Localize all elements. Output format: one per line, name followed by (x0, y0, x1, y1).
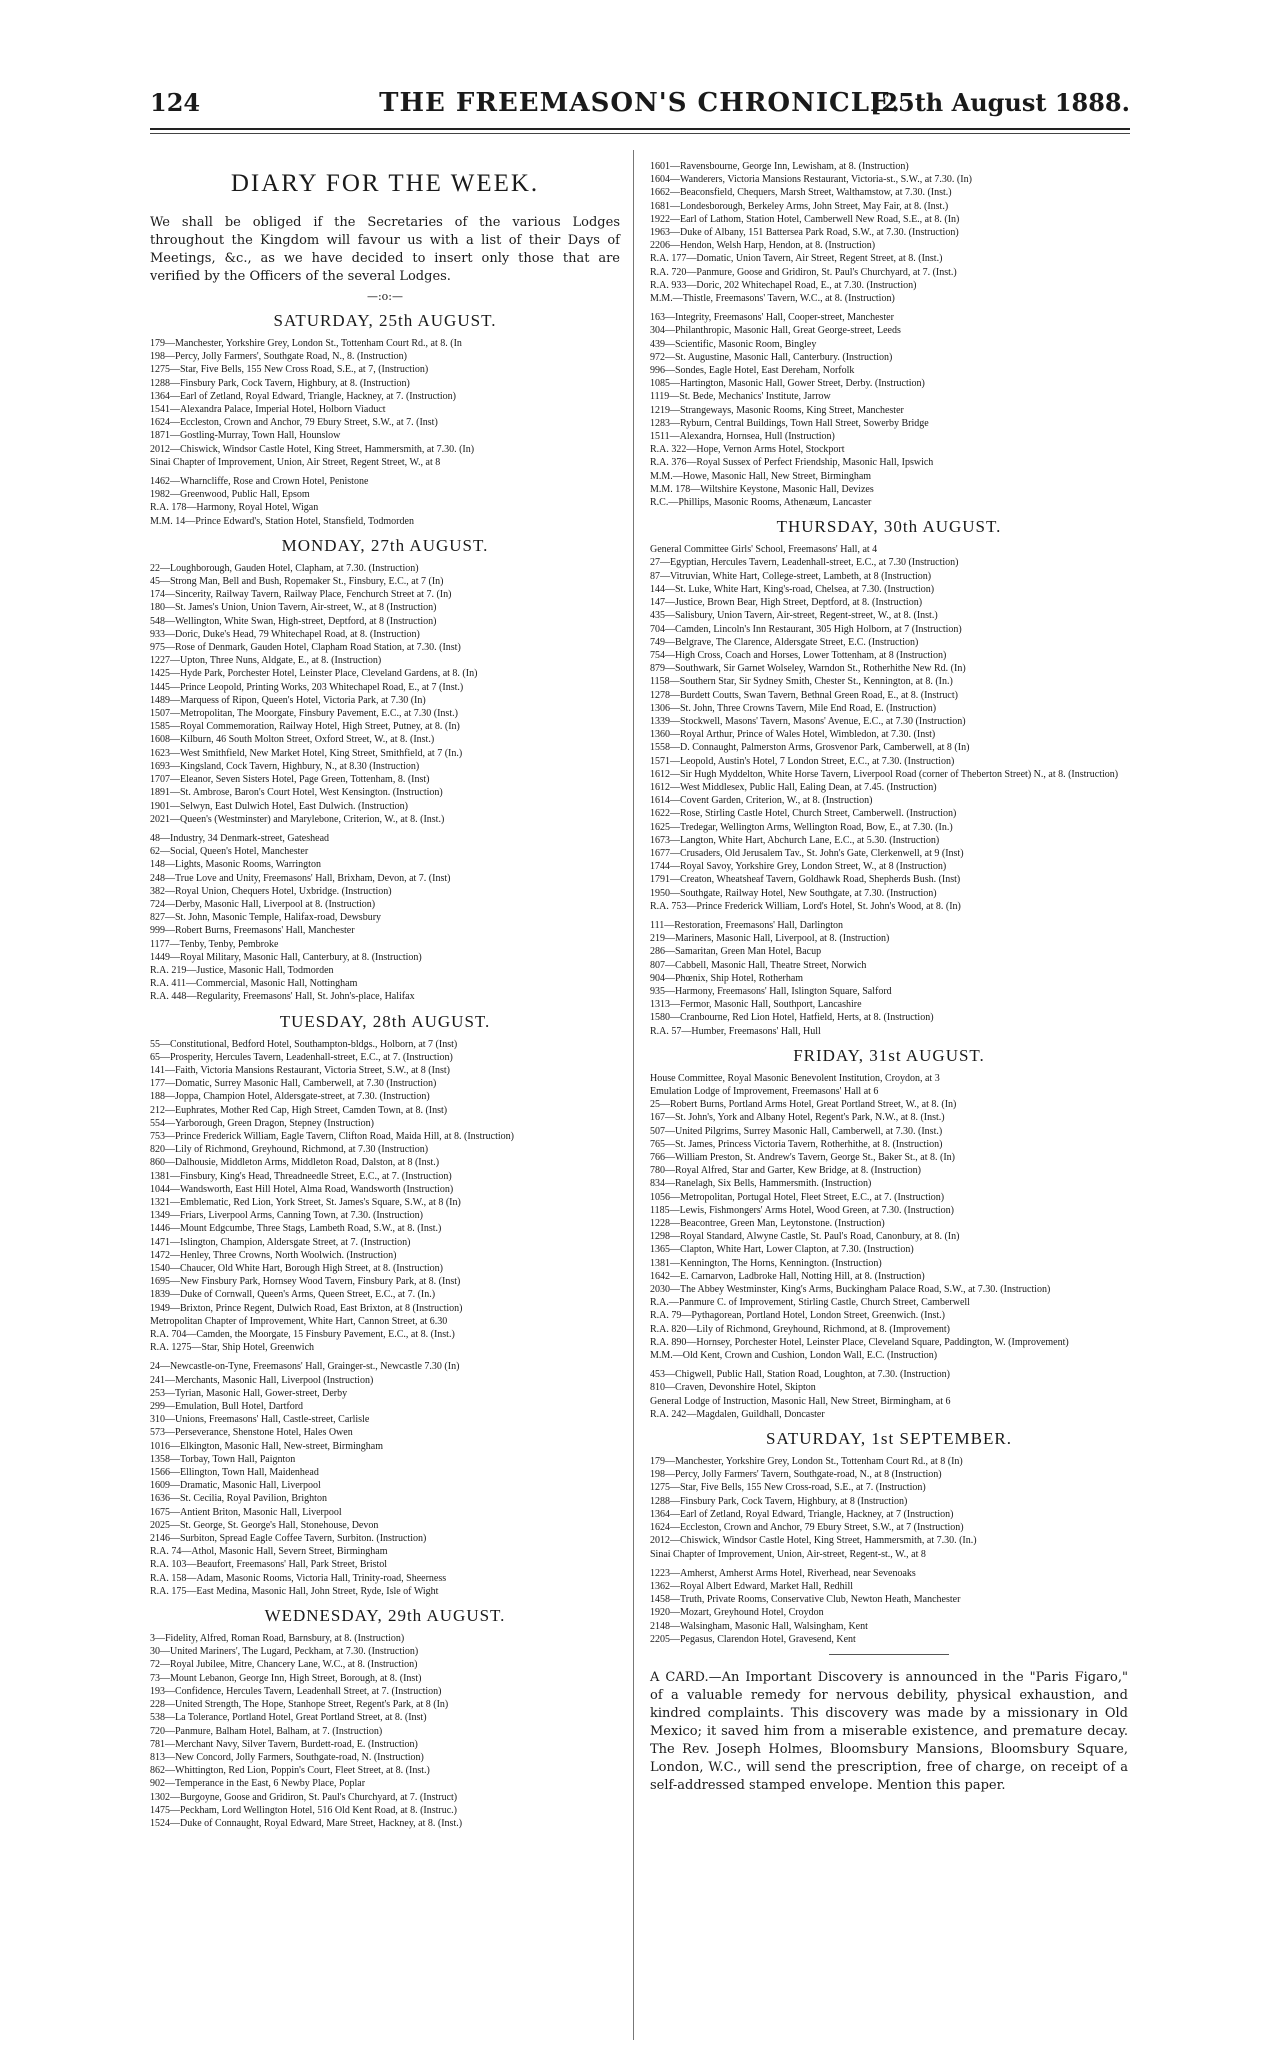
lodge-entry: Sinai Chapter of Improvement, Union, Air-street, Regent-st., W., at 8 (650, 1548, 926, 1560)
issue-date: [25th August 1888. (869, 88, 1130, 117)
lodge-entry: 1511—Alexandra, Hornsea, Hull (Instruction) (650, 431, 835, 443)
lodge-entry: R.C.—Phillips, Masonic Rooms, Athenæum, Lancaster (650, 497, 872, 509)
lodge-entry: 177—Domatic, Surrey Masonic Hall, Camberwell, at 7.30 (Instruction) (150, 1078, 437, 1090)
lodge-entry: 834—Ranelagh, Six Bells, Hammersmith. (Instruction) (650, 1178, 872, 1190)
lodge-entry: 1622—Rose, Stirling Castle Hotel, Church Street, Camberwell. (Instruction) (650, 808, 957, 820)
lodge-entry: 720—Panmure, Balham Hotel, Balham, at 7. (Instruction) (150, 1725, 383, 1737)
lodge-entry: R.A. 178—Harmony, Royal Hotel, Wigan (150, 502, 319, 514)
lodge-entry: 1471—Islington, Champion, Aldersgate Street, at 7. (Instruction) (150, 1236, 411, 1248)
lodge-entry: 781—Merchant Navy, Silver Tavern, Burdett-road, E. (Instruction) (150, 1738, 418, 1750)
lodge-entry: 1609—Dramatic, Masonic Hall, Liverpool (150, 1480, 321, 1492)
lodge-entry: 538—La Tolerance, Portland Hotel, Great Portland Street, at 8. (Inst) (150, 1712, 427, 1724)
lodge-entry: 1288—Finsbury Park, Cock Tavern, Highbury, at 8. (Instruction) (150, 377, 410, 389)
day-heading: FRIDAY, 31st AUGUST. (793, 1045, 985, 1065)
lodge-entry: 1177—Tenby, Tenby, Pembroke (150, 938, 279, 950)
lodge-entry: 765—St. James, Princess Victoria Tavern, Rotherhithe, at 8. (Instruction) (650, 1138, 943, 1150)
lodge-entry: R.A. 411—Commercial, Masonic Hall, Nottingham (150, 978, 358, 990)
lodge-entry: 1891—St. Ambrose, Baron's Court Hotel, West Kensington. (Instruction) (150, 787, 443, 799)
lodge-entry: 2012—Chiswick, Windsor Castle Hotel, King Street, Hammersmith, at 7.30. (In) (150, 443, 475, 455)
lodge-entry: 1901—Selwyn, East Dulwich Hotel, East Dulwich. (Instruction) (150, 800, 409, 812)
header-rule (150, 133, 1130, 134)
lodge-entry: 2012—Chiswick, Windsor Castle Hotel, King Street, Hammersmith, at 7.30. (In.) (650, 1535, 977, 1547)
lodge-entry: 253—Tyrian, Masonic Hall, Gower-street, Derby (150, 1387, 348, 1399)
lodge-entry: 1623—West Smithfield, New Market Hotel, King Street, Smithfield, at 7 (In.) (150, 747, 463, 759)
lodge-entry: 996—Sondes, Eagle Hotel, East Dereham, Norfolk (650, 365, 855, 377)
lodge-entry: 1364—Earl of Zetland, Royal Edward, Triangle, Hackney, at 7. (Instruction) (150, 390, 456, 402)
lodge-entry: 1056—Metropolitan, Portugal Hotel, Fleet Street, E.C., at 7. (Instruction) (650, 1191, 945, 1203)
lodge-entry: 1275—Star, Five Bells, 155 New Cross Road, S.E., at 7, (Instruction) (150, 364, 429, 376)
lodge-entry: R.A. 448—Regularity, Freemasons' Hall, St. John's-place, Halifax (150, 991, 415, 1003)
wednesday-continued-entries (650, 160, 1128, 509)
lodge-entry: 904—Phœnix, Ship Hotel, Rotherham (650, 972, 804, 984)
lodge-entry: 167—St. John's, York and Albany Hotel, Regent's Park, N.W., at 8. (Inst.) (650, 1112, 945, 1124)
lodge-entry: 1673—Langton, White Hart, Abchurch Lane, E.C., at 5.30. (Instruction) (650, 834, 940, 846)
advertisement-card: A CARD.—An Important Discovery is announced in the "Paris Figaro," of a valuable remedy for nervous debility, physical exhaustion, and kindred complaints. This discovery was made by a missionary in Old Mexico; it saved him from a miserable existence, and premature decay. The Rev. Joseph Holmes, Bloomsbury Mansions, Bloomsbury Square, London, W.C., will send the prescription, free of charge, on receipt of a self-addressed stamped envelope. Mention this paper. (650, 1669, 1128, 1793)
lodge-entry: 299—Emulation, Bull Hotel, Dartford (150, 1401, 304, 1413)
lodge-entry: 1362—Royal Albert Edward, Market Hall, Redhill (650, 1580, 854, 1592)
lodge-entry: M.M. 178—Wiltshire Keystone, Masonic Hall, Devizes (650, 483, 874, 495)
lodge-entry: 72—Royal Jubilee, Mitre, Chancery Lane, W.C., at 8. (Instruction) (150, 1659, 418, 1671)
lodge-entry: R.A. 933—Doric, 202 Whitechapel Road, E., at 7.30. (Instruction) (650, 279, 917, 291)
column-divider (633, 150, 634, 2040)
lodge-entry: 1489—Marquess of Ripon, Queen's Hotel, Victoria Park, at 7.30 (In) (150, 694, 426, 706)
lodge-entry: M.M.—Howe, Masonic Hall, New Street, Birmingham (650, 470, 872, 482)
lodge-entry: General Lodge of Instruction, Masonic Hall, New Street, Birmingham, at 6 (650, 1395, 951, 1407)
lodge-entry: 879—Southwark, Sir Garnet Wolseley, Warndon St., Rotherhithe New Rd. (In) (650, 663, 966, 675)
lodge-entry: M.M.—Thistle, Freemasons' Tavern, W.C., at 8. (Instruction) (650, 293, 895, 305)
lodge-entry: 754—High Cross, Coach and Horses, Lower Tottenham, at 8 (Instruction) (650, 649, 947, 661)
lodge-entry: 193—Confidence, Hercules Tavern, Leadenhall Street, at 7. (Instruction) (150, 1685, 442, 1697)
lodge-entry: 228—United Strength, The Hope, Stanhope Street, Regent's Park, at 8 (In) (150, 1699, 449, 1711)
right-column (650, 160, 1128, 1808)
lodge-entry: 1472—Henley, Three Crowns, North Woolwich. (Instruction) (150, 1249, 397, 1261)
diary-title: DIARY FOR THE WEEK. (230, 170, 540, 197)
lodge-entry: 439—Scientific, Masonic Room, Bingley (650, 338, 817, 350)
section-rule (829, 1654, 949, 1655)
lodge-entry: 1158—Southern Star, Sir Sydney Smith, Chester St., Kennington, at 8. (In.) (650, 676, 953, 688)
lodge-entry: 1306—St. John, Three Crowns Tavern, Mile End Road, E. (Instruction) (650, 702, 937, 714)
right-day-sections (650, 517, 1128, 1646)
lodge-entry: 2025—St. George, St. George's Hall, Stonehouse, Devon (150, 1519, 379, 1531)
lodge-entry: 87—Vitruvian, White Hart, College-street, Lambeth, at 8 (Instruction) (650, 570, 932, 582)
lodge-entry: R.A. 103—Beaufort, Freemasons' Hall, Park Street, Bristol (150, 1559, 388, 1571)
lodge-entry: 1339—Stockwell, Masons' Tavern, Masons' Avenue, E.C., at 7.30 (Instruction) (650, 715, 966, 727)
lodge-entry: 1313—Fermor, Masonic Hall, Southport, Lancashire (650, 999, 862, 1011)
lodge-entry: 65—Prosperity, Hercules Tavern, Leadenhall-street, E.C., at 7. (Instruction) (150, 1051, 453, 1063)
lodge-entry: 1446—Mount Edgcumbe, Three Stags, Lambeth Road, S.W., at 8. (Inst.) (150, 1223, 442, 1235)
lodge-entry: 1681—Londesborough, Berkeley Arms, John Street, May Fair, at 8. (Inst.) (650, 200, 949, 212)
lodge-entry: 1227—Upton, Three Nuns, Aldgate, E., at 8. (Instruction) (150, 655, 382, 667)
day-entries (650, 1072, 1128, 1421)
page-number: 124 (150, 88, 201, 117)
lodge-entry: 1585—Royal Commemoration, Railway Hotel, High Street, Putney, at 8. (In) (150, 721, 460, 733)
lodge-entry: R.A. 158—Adam, Masonic Rooms, Victoria Hall, Trinity-road, Sheerness (150, 1572, 447, 1584)
lodge-entry: 55—Constitutional, Bedford Hotel, Southampton-bldgs., Holborn, at 7 (Inst) (150, 1038, 458, 1050)
lodge-entry: 1321—Emblematic, Red Lion, York Street, St. James's Square, S.W., at 8 (In) (150, 1196, 461, 1208)
lodge-entry: 248—True Love and Unity, Freemasons' Hall, Brixham, Devon, at 7. (Inst) (150, 872, 451, 884)
lodge-entry: 1507—Metropolitan, The Moorgate, Finsbury Pavement, E.C., at 7.30 (Inst.) (150, 708, 458, 720)
lodge-entry: 148—Lights, Masonic Rooms, Warrington (150, 859, 321, 871)
lodge-entry: 810—Craven, Devonshire Hotel, Skipton (650, 1382, 816, 1394)
lodge-entry: 1365—Clapton, White Hart, Lower Clapton, at 7.30. (Instruction) (650, 1244, 914, 1256)
lodge-entry: 1624—Eccleston, Crown and Anchor, 79 Ebury Street, S.W., at 7. (Inst) (150, 417, 438, 429)
lodge-entry: 1283—Ryburn, Central Buildings, Town Hall Street, Sowerby Bridge (650, 417, 929, 429)
lodge-entry: R.A. 219—Justice, Masonic Hall, Todmorden (150, 964, 334, 976)
lodge-entry: R.A. 1275—Star, Ship Hotel, Greenwich (150, 1342, 315, 1354)
day-heading: SATURDAY, 1st SEPTEMBER. (765, 1429, 1012, 1449)
lodge-entry: 1614—Covent Garden, Criterion, W., at 8. (Instruction) (650, 795, 873, 807)
lodge-entry: 2206—Hendon, Welsh Harp, Hendon, at 8. (Instruction) (650, 240, 876, 252)
newspaper-title: THE FREEMASON'S CHRONICLE. (379, 88, 901, 118)
lodge-entry: 724—Derby, Masonic Hall, Liverpool at 8. (Instruction) (150, 898, 376, 910)
lodge-entry: 1016—Elkington, Masonic Hall, New-street, Birmingham (150, 1440, 384, 1452)
lodge-entry: 573—Perseverance, Shenstone Hotel, Hales Owen (150, 1427, 353, 1439)
day-entries (150, 562, 620, 1004)
lodge-entry: R.A. 322—Hope, Vernon Arms Hotel, Stockport (650, 444, 845, 456)
lodge-entry: 1950—Southgate, Railway Hotel, New Southgate, at 7.30. (Instruction) (650, 887, 937, 899)
lodge-entry: 1920—Mozart, Greyhound Hotel, Croydon (650, 1607, 824, 1619)
lodge-entry: R.A. 79—Pythagorean, Portland Hotel, London Street, Greenwich. (Inst.) (650, 1310, 945, 1322)
lodge-entry: 1298—Royal Standard, Alwyne Castle, St. Paul's Road, Canonbury, at 8. (In) (650, 1231, 960, 1243)
lodge-entry: 554—Yarborough, Green Dragon, Stepney (Instruction) (150, 1117, 374, 1129)
lodge-entry: R.A. 242—Magdalen, Guildhall, Doncaster (650, 1408, 825, 1420)
masthead (150, 88, 1130, 130)
lodge-entry: R.A. 175—East Medina, Masonic Hall, John Street, Ryde, Isle of Wight (150, 1585, 439, 1597)
lodge-entry: 933—Doric, Duke's Head, 79 Whitechapel Road, at 8. (Instruction) (150, 628, 420, 640)
lodge-entry: 1219—Strangeways, Masonic Rooms, King Street, Manchester (650, 404, 904, 416)
lodge-entry: 1625—Tredegar, Wellington Arms, Wellington Road, Bow, E., at 7.30. (In.) (650, 821, 953, 833)
lodge-entry: 188—Joppa, Champion Hotel, Aldersgate-street, at 7.30. (Instruction) (150, 1091, 430, 1103)
lodge-entry: 1612—West Middlesex, Public Hall, Ealing Dean, at 7.45. (Instruction) (650, 781, 937, 793)
lodge-entry: 22—Loughborough, Gauden Hotel, Clapham, at 7.30. (Instruction) (150, 562, 419, 574)
lodge-entry: 1604—Wanderers, Victoria Mansions Restaurant, Victoria-st., S.W., at 7.30. (In) (650, 174, 972, 186)
lodge-entry: R.A. 890—Hornsey, Porchester Hotel, Leinster Place, Cleveland Square, Paddington, W. (Improvement) (650, 1336, 1069, 1348)
lodge-entry: 766—William Preston, St. Andrew's Tavern, George St., Baker St., at 8. (In) (650, 1152, 956, 1164)
lodge-entry: 1791—Creaton, Wheatsheaf Tavern, Goldhawk Road, Shepherds Bush. (Inst) (650, 874, 961, 886)
lodge-entry: 827—St. John, Masonic Temple, Halifax-road, Dewsbury (150, 912, 382, 924)
lodge-entry: 860—Dalhousie, Middleton Arms, Middleton Road, Dalston, at 8 (Inst.) (150, 1157, 440, 1169)
lodge-entry: 704—Camden, Lincoln's Inn Restaurant, 305 High Holborn, at 7 (Instruction) (650, 623, 962, 635)
lodge-entry: 1275—Star, Five Bells, 155 New Cross-road, S.E., at 7. (Instruction) (650, 1482, 926, 1494)
lodge-entry: 62—Social, Queen's Hotel, Manchester (150, 846, 309, 858)
day-heading: TUESDAY, 28th AUGUST. (279, 1011, 491, 1031)
lodge-entry: Emulation Lodge of Improvement, Freemasons' Hall at 6 (650, 1086, 879, 1097)
lodge-entry: 1580—Cranbourne, Red Lion Hotel, Hatfield, Herts, at 8. (Instruction) (650, 1012, 934, 1024)
lodge-entry: 753—Prince Frederick William, Eagle Tavern, Clifton Road, Maida Hill, at 8. (Instruction) (150, 1130, 514, 1142)
lodge-entry: 1624—Eccleston, Crown and Anchor, 79 Ebury Street, S.W., at 7 (Instruction) (650, 1522, 964, 1534)
day-heading: MONDAY, 27th AUGUST. (281, 535, 489, 555)
lodge-entry: 1185—Lewis, Fishmongers' Arms Hotel, Wood Green, at 7.30. (Instruction) (650, 1204, 955, 1216)
lodge-entry: 807—Cabbell, Masonic Hall, Theatre Street, Norwich (650, 959, 867, 971)
lodge-entry: 1566—Ellington, Town Hall, Maidenhead (150, 1467, 319, 1479)
lodge-entry: 1636—St. Cecilia, Royal Pavilion, Brighton (150, 1493, 327, 1505)
lodge-entry: 45—Strong Man, Bell and Bush, Ropemaker St., Finsbury, E.C., at 7 (In) (150, 576, 444, 588)
lodge-entry: 862—Whittington, Red Lion, Poppin's Court, Fleet Street, at 8. (Inst.) (150, 1765, 430, 1777)
lodge-entry: R.A. 820—Lily of Richmond, Greyhound, Richmond, at 8. (Improvement) (650, 1323, 950, 1335)
lodge-entry: R.A. 177—Domatic, Union Tavern, Air Street, Regent Street, at 8. (Inst.) (650, 253, 943, 265)
lodge-entry: 174—Sincerity, Railway Tavern, Railway Place, Fenchurch Street at 7. (In) (150, 589, 452, 601)
lodge-entry: 1119—St. Bede, Mechanics' Institute, Jarrow (650, 391, 831, 403)
day-heading: WEDNESDAY, 29th AUGUST. (264, 1606, 506, 1626)
lodge-entry: 1963—Duke of Albany, 151 Battersea Park Road, S.W., at 7.30. (Instruction) (650, 227, 959, 239)
lodge-entry: 2021—Queen's (Westminster) and Marylebone, Criterion, W., at 8. (Inst.) (150, 813, 445, 825)
lodge-entry: 935—Harmony, Freemasons' Hall, Islington Square, Salford (650, 985, 892, 997)
lodge-entry: 24—Newcastle-on-Tyne, Freemasons' Hall, Grainger-st., Newcastle 7.30 (In) (150, 1361, 460, 1373)
lodge-entry: 1541—Alexandra Palace, Imperial Hotel, Holborn Viaduct (150, 404, 386, 416)
lodge-entry: 1458—Truth, Private Rooms, Conservative Club, Newton Heath, Manchester (650, 1594, 961, 1606)
lodge-entry: 2030—The Abbey Westminster, King's Arms, Buckingham Palace Road, S.W., at 7.30. (Instruction) (650, 1284, 1051, 1296)
lodge-entry: 1381—Kennington, The Horns, Kennington. (Instruction) (650, 1257, 882, 1269)
lodge-entry: M.M. 14—Prince Edward's, Station Hotel, Stansfield, Todmorden (150, 515, 414, 527)
lodge-entry: R.A. 720—Panmure, Goose and Gridiron, St. Paul's Churchyard, at 7. (Inst.) (650, 266, 957, 278)
lodge-entry: 304—Philanthropic, Masonic Hall, Great George-street, Leeds (650, 325, 901, 337)
lodge-entry: 27—Egyptian, Hercules Tavern, Leadenhall-street, E.C., at 7.30 (Instruction) (650, 557, 959, 569)
lodge-entry: 453—Chigwell, Public Hall, Station Road, Loughton, at 7.30. (Instruction) (650, 1369, 950, 1381)
lodge-entry: 1558—D. Connaught, Palmerston Arms, Grosvenor Park, Camberwell, at 8 (In) (650, 742, 970, 754)
day-entries (150, 1038, 620, 1599)
lodge-entry: 1839—Duke of Cornwall, Queen's Arms, Queen Street, E.C., at 7. (In.) (150, 1289, 436, 1301)
lodge-entry: 179—Manchester, Yorkshire Grey, London St., Tottenham Court Rd., at 8 (In) (650, 1456, 963, 1468)
lodge-entry: 972—St. Augustine, Masonic Hall, Canterbury. (Instruction) (650, 351, 893, 363)
lodge-entry: 1871—Gostling-Murray, Town Hall, Hounslow (150, 430, 341, 442)
lodge-entry: 1044—Wandsworth, East Hill Hotel, Alma Road, Wandsworth (Instruction) (150, 1183, 454, 1195)
lodge-entry: 212—Euphrates, Mother Red Cap, High Street, Camden Town, at 8. (Inst) (150, 1104, 448, 1116)
lodge-entry: 1571—Leopold, Austin's Hotel, 7 London Street, E.C., at 7.30. (Instruction) (650, 755, 955, 767)
diary-intro: We shall be obliged if the Secretaries of the various Lodges throughout the Kingdom will favour us with a list of their Days of Meetings, &c., as we have decided to insert only those that are verified by the Officers of the several Lodges. (150, 215, 620, 284)
lodge-entry: 1223—Amherst, Amherst Arms Hotel, Riverhead, near Sevenoaks (650, 1567, 916, 1579)
lodge-entry: 25—Robert Burns, Portland Arms Hotel, Great Portland Street, W., at 8. (In) (650, 1099, 957, 1111)
lodge-entry: 198—Percy, Jolly Farmers' Tavern, Southgate-road, N., at 8 (Instruction) (650, 1469, 942, 1481)
lodge-entry: 1662—Beaconsfield, Chequers, Marsh Street, Walthamstow, at 7.30. (Inst.) (650, 187, 952, 199)
lodge-entry: 1278—Burdett Coutts, Swan Tavern, Bethnal Green Road, E., at 8. (Instruct) (650, 689, 958, 701)
lodge-entry: 382—Royal Union, Chequers Hotel, Uxbridge. (Instruction) (150, 885, 392, 897)
lodge-entry: 1228—Beacontree, Green Man, Leytonstone. (Instruction) (650, 1218, 885, 1230)
lodge-entry: Metropolitan Chapter of Improvement, White Hart, Cannon Street, at 6.30 (150, 1315, 448, 1327)
lodge-entry: 1695—New Finsbury Park, Hornsey Wood Tavern, Finsbury Park, at 8. (Inst) (150, 1276, 461, 1288)
lodge-entry: 30—United Mariners', The Lugard, Peckham, at 7.30. (Instruction) (150, 1646, 419, 1658)
lodge-entry: 1445—Prince Leopold, Printing Works, 203 Whitechapel Road, E., at 7 (Inst.) (150, 681, 464, 693)
lodge-entry: R.A. 57—Humber, Freemasons' Hall, Hull (650, 1025, 821, 1037)
lodge-entry: 435—Salisbury, Union Tavern, Air-street, Regent-street, W., at 8. (Inst.) (650, 610, 938, 622)
lodge-entry: R.A. 376—Royal Sussex of Perfect Friendship, Masonic Hall, Ipswich (650, 457, 934, 469)
lodge-entry: 141—Faith, Victoria Mansions Restaurant, Victoria Street, S.W., at 8 (Inst) (150, 1064, 450, 1076)
lodge-entry: 1349—Friars, Liverpool Arms, Canning Town, at 7.30. (Instruction) (150, 1210, 423, 1222)
lodge-entry: 180—St. James's Union, Union Tavern, Air-street, W., at 8 (Instruction) (150, 602, 437, 614)
day-entries (150, 337, 620, 528)
lodge-entry: 1608—Kilburn, 46 South Molton Street, Oxford Street, W., at 8. (Inst.) (150, 734, 435, 746)
lodge-entry: R.A.—Panmure C. of Improvement, Stirling Castle, Church Street, Camberwell (650, 1297, 970, 1309)
lodge-entry: 548—Wellington, White Swan, High-street, Deptford, at 8 (Instruction) (150, 615, 437, 627)
lodge-entry: 1288—Finsbury Park, Cock Tavern, Highbury, at 8 (Instruction) (650, 1495, 908, 1507)
lodge-entry: 2148—Walsingham, Masonic Hall, Walsingham, Kent (650, 1620, 868, 1632)
lodge-entry: 163—Integrity, Freemasons' Hall, Cooper-street, Manchester (650, 312, 894, 324)
lodge-entry: 1475—Peckham, Lord Wellington Hotel, 516 Old Kent Road, at 8. (Instruc.) (150, 1804, 458, 1816)
lodge-entry: 1425—Hyde Park, Porchester Hotel, Leinster Place, Cleveland Gardens, at 8. (In) (150, 668, 478, 680)
lodge-entry: 241—Merchants, Masonic Hall, Liverpool (Instruction) (150, 1374, 374, 1386)
lodge-entry: 1601—Ravensbourne, George Inn, Lewisham, at 8. (Instruction) (650, 161, 909, 172)
lodge-entry: 902—Temperance in the East, 6 Newby Place, Poplar (150, 1778, 366, 1790)
lodge-entry: 1949—Brixton, Prince Regent, Dulwich Road, East Brixton, at 8 (Instruction) (150, 1302, 463, 1314)
lodge-entry: 144—St. Luke, White Hart, King's-road, Chelsea, at 7.30. (Instruction) (650, 583, 935, 595)
lodge-entry: 219—Mariners, Masonic Hall, Liverpool, at 8. (Instruction) (650, 933, 890, 945)
lodge-entry: 3—Fidelity, Alfred, Roman Road, Barnsbury, at 8. (Instruction) (150, 1633, 405, 1645)
lodge-entry: 111—Restoration, Freemasons' Hall, Darlington (650, 919, 843, 931)
day-entries (150, 1632, 620, 1830)
lodge-entry: 1707—Eleanor, Seven Sisters Hotel, Page Green, Tottenham, 8. (Inst) (150, 774, 430, 786)
lodge-entry: 1677—Crusaders, Old Jerusalem Tav., St. John's Gate, Clerkenwell, at 9 (Inst) (650, 847, 964, 859)
lodge-entry: 2205—Pegasus, Clarendon Hotel, Gravesend, Kent (650, 1633, 856, 1645)
lodge-entry: Sinai Chapter of Improvement, Union, Air Street, Regent Street, W., at 8 (150, 456, 441, 468)
left-day-sections (150, 311, 620, 1830)
lodge-entry: 1085—Hartington, Masonic Hall, Gower Street, Derby. (Instruction) (650, 378, 925, 390)
lodge-entry: M.M.—Old Kent, Crown and Cushion, London Wall, E.C. (Instruction) (650, 1350, 938, 1362)
lodge-entry: 179—Manchester, Yorkshire Grey, London St., Tottenham Court Rd., at 8. (In (150, 338, 462, 349)
lodge-entry: House Committee, Royal Masonic Benevolent Institution, Croydon, at 3 (650, 1072, 940, 1084)
lodge-entry: 1364—Earl of Zetland, Royal Edward, Triangle, Hackney, at 7 (Instruction) (650, 1508, 954, 1520)
lodge-entry: 310—Unions, Freemasons' Hall, Castle-street, Carlisle (150, 1414, 370, 1426)
lodge-entry: 820—Lily of Richmond, Greyhound, Richmond, at 7.30 (Instruction) (150, 1144, 429, 1156)
lodge-entry: 780—Royal Alfred, Star and Garter, Kew Bridge, at 8. (Instruction) (650, 1165, 921, 1177)
day-heading: THURSDAY, 30th AUGUST. (776, 517, 1002, 537)
lodge-entry: 1922—Earl of Lathom, Station Hotel, Camberwell New Road, S.E., at 8. (In) (650, 213, 960, 225)
lodge-entry: 1982—Greenwood, Public Hall, Epsom (150, 489, 310, 501)
lodge-entry: 1612—Sir Hugh Myddelton, White Horse Tavern, Liverpool Road (corner of Theberton Street) N., at 8. (Instruction) (650, 768, 1119, 780)
lodge-entry: 1642—E. Carnarvon, Ladbroke Hall, Notting Hill, at 8. (Instruction) (650, 1270, 925, 1282)
lodge-entry: 198—Percy, Jolly Farmers', Southgate Road, N., 8. (Instruction) (150, 351, 407, 363)
lodge-entry: 999—Robert Burns, Freemasons' Hall, Manchester (150, 925, 355, 937)
lodge-entry: 1360—Royal Arthur, Prince of Wales Hotel, Wimbledon, at 7.30. (Inst) (650, 729, 936, 741)
lodge-entry: General Committee Girls' School, Freemasons' Hall, at 4 (650, 544, 878, 556)
lodge-entry: 48—Industry, 34 Denmark-street, Gateshead (150, 832, 330, 844)
lodge-entry: 286—Samaritan, Green Man Hotel, Bacup (650, 946, 822, 958)
lodge-entry: 1524—Duke of Connaught, Royal Edward, Mare Street, Hackney, at 8. (Inst.) (150, 1817, 463, 1829)
lodge-entry: 813—New Concord, Jolly Farmers, Southgate-road, N. (Instruction) (150, 1751, 424, 1763)
lodge-entry: 1540—Chaucer, Old White Hart, Borough High Street, at 8. (Instruction) (150, 1263, 443, 1274)
lodge-entry: 1744—Royal Savoy, Yorkshire Grey, London Street, W., at 8 (Instruction) (650, 861, 947, 873)
day-entries (650, 543, 1128, 1038)
lodge-entry: 975—Rose of Denmark, Gauden Hotel, Clapham Road Station, at 7.30. (Inst) (150, 642, 461, 654)
left-column (150, 160, 620, 1830)
lodge-entry: 749—Belgrave, The Clarence, Aldersgate Street, E.C. (Instruction) (650, 636, 919, 648)
lodge-entry: 1449—Royal Military, Masonic Hall, Canterbury, at 8. (Instruction) (150, 951, 422, 963)
lodge-entry: 1675—Antient Briton, Masonic Hall, Liverpool (150, 1506, 342, 1518)
lodge-entry: 1693—Kingsland, Cock Tavern, Highbury, N., at 8.30 (Instruction) (150, 760, 420, 772)
lodge-entry: R.A. 753—Prince Frederick William, Lord's Hotel, St. John's Wood, at 8. (In) (650, 900, 961, 912)
lodge-entry: 1381—Finsbury, King's Head, Threadneedle Street, E.C., at 7. (Instruction) (150, 1170, 452, 1182)
lodge-entry: R.A. 74—Athol, Masonic Hall, Severn Street, Birmingham (150, 1546, 388, 1558)
ornament: —:o:— (366, 290, 404, 303)
lodge-entry: R.A. 704—Camden, the Moorgate, 15 Finsbury Pavement, E.C., at 8. (Inst.) (150, 1329, 455, 1341)
lodge-entry: 2146—Surbiton, Spread Eagle Coffee Tavern, Surbiton. (Instruction) (150, 1533, 427, 1545)
lodge-entry: 147—Justice, Brown Bear, High Street, Deptford, at 8. (Instruction) (650, 597, 923, 609)
lodge-entry: 507—United Pilgrims, Surrey Masonic Hall, Camberwell, at 7.30. (Inst.) (650, 1125, 943, 1137)
lodge-entry: 1358—Torbay, Town Hall, Paignton (150, 1453, 296, 1465)
lodge-entry: 1462—Wharncliffe, Rose and Crown Hotel, Penistone (150, 476, 369, 488)
day-entries (650, 1455, 1128, 1646)
lodge-entry: 73—Mount Lebanon, George Inn, High Street, Borough, at 8. (Inst) (150, 1672, 422, 1684)
day-heading: SATURDAY, 25th AUGUST. (273, 311, 497, 330)
lodge-entry: 1302—Burgoyne, Goose and Gridiron, St. Paul's Churchyard, at 7. (Instruct) (150, 1791, 458, 1803)
